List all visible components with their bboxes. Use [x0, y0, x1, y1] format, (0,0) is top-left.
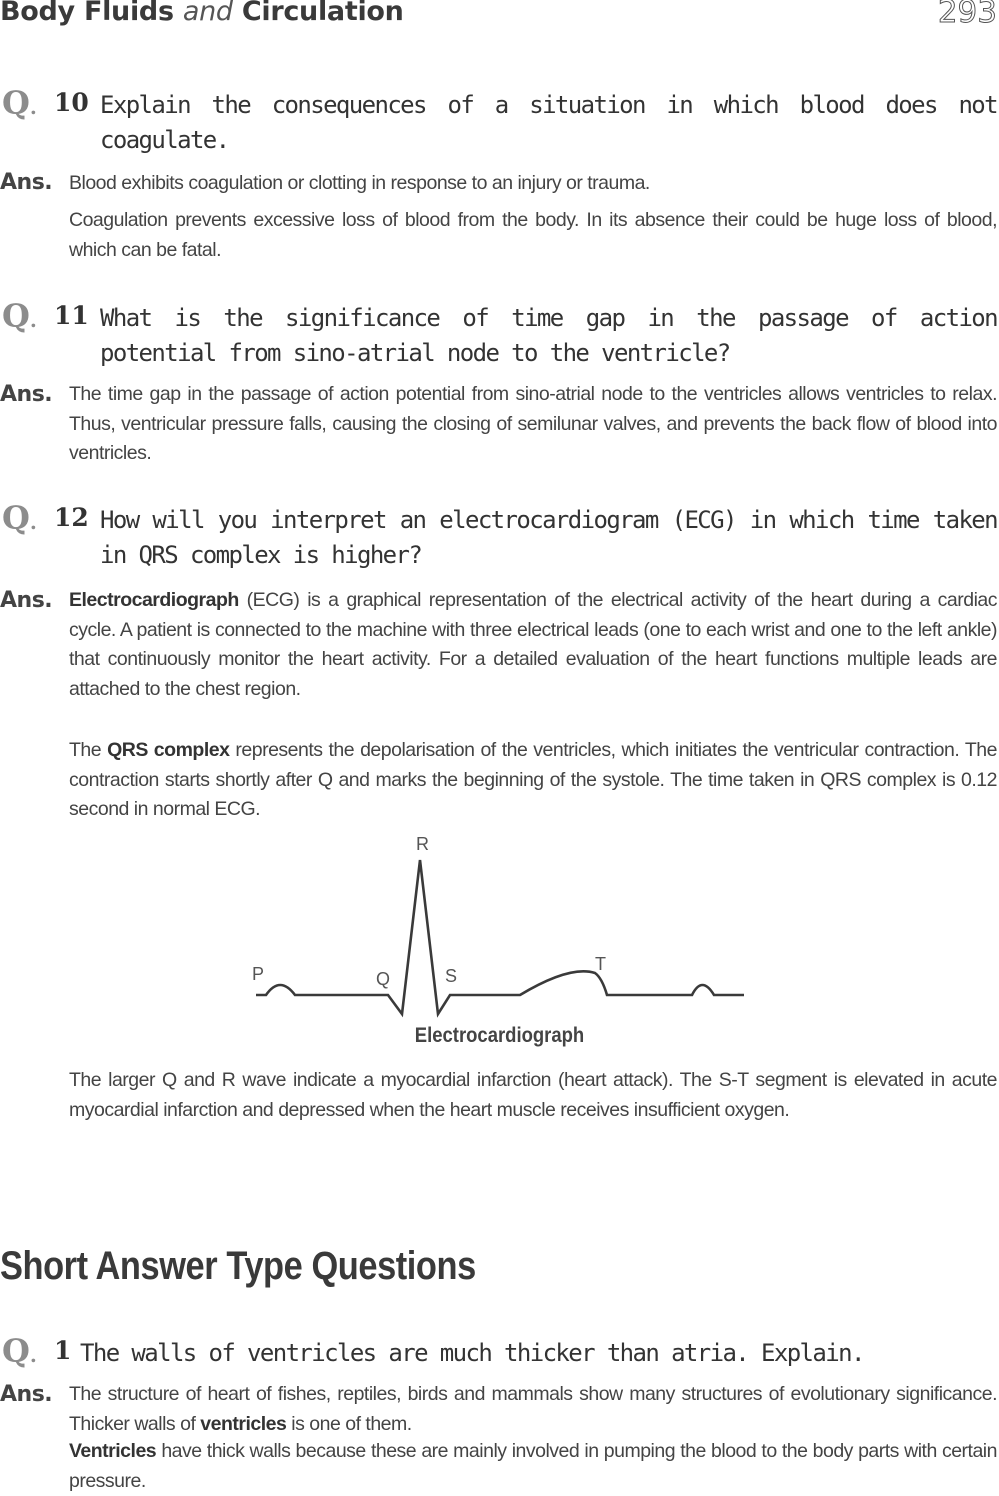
title-part2: Circulation — [241, 0, 404, 27]
question-text: What is the significance of time gap in the passage of action potential from sino-atrial node to the ventricle? — [100, 304, 997, 367]
answer-label: Ans. — [0, 382, 53, 407]
question-marker-icon: Q. — [2, 84, 37, 122]
label-s: S — [445, 966, 458, 986]
term-electrocardiograph: Electrocardiograph — [69, 589, 239, 611]
label-r: R — [416, 834, 429, 854]
question-text: Explain the consequences of a situation in which blood does not coagulate. — [100, 91, 997, 154]
label-t: T — [595, 954, 606, 974]
label-p: P — [252, 964, 265, 984]
answer-label: Ans. — [0, 170, 53, 195]
answer-paragraph: Coagulation prevents excessive loss of blood from the body. In its absence their could be huge loss of blood, which can be fatal. — [69, 209, 997, 261]
answer-paragraph: The time gap in the passage of action potential from sino-atrial node to the ventricles allows ventricles to relax. Thus, ventricular pressure falls, causing the closing of semilunar valves, and prevents the back flow of blood into ventricles. — [69, 383, 997, 464]
answer-paragraph: The QRS complex represents the depolarisation of the ventricles, which initiates the ventricular contraction. The contraction starts shortly after Q and marks the beginning of the systole. The time taken in QRS complex is 0.12 second in normal ECG. — [69, 739, 997, 820]
answer-paragraph: Ventricles have thick walls because these are mainly involved in pumping the blood to the body parts with certain pressure. — [69, 1440, 997, 1492]
question-marker-icon: Q. — [2, 1332, 37, 1370]
question-number: 11 — [54, 301, 89, 330]
answer-paragraph: Electrocardiograph (ECG) is a graphical representation of the electrical activity of the heart during a cardiac cycle. A patient is connected to the machine with three electrical leads (one to each wrist and one to the left ankle) that continuously monitor the heart activity. For a detailed evaluation of the heart functions multiple leads are attached to the chest region. — [69, 589, 997, 700]
answer-label: Ans. — [0, 588, 53, 613]
question-marker-icon: Q. — [2, 499, 37, 537]
answer-paragraph: Blood exhibits coagulation or clotting in response to an injury or trauma. — [69, 172, 650, 194]
title-conjunction: and — [182, 0, 233, 27]
question-number: 1 — [54, 1336, 72, 1365]
page-number: 293 — [937, 0, 997, 30]
figure-caption: Electrocardiograph — [414, 1024, 585, 1047]
question-text: The walls of ventricles are much thicker than atria. Explain. — [80, 1339, 864, 1367]
label-q: Q — [376, 969, 391, 989]
term-qrs-complex: QRS complex — [107, 739, 230, 761]
answer-paragraph: The larger Q and R wave indicate a myocardial infarction (heart attack). The S-T segment is elevated in acute myocardial infarction and depressed when the heart muscle receives insufficient oxygen. — [69, 1069, 997, 1121]
question-marker-icon: Q. — [2, 297, 37, 335]
ecg-trace — [256, 860, 744, 1014]
title-part1: Body Fluids — [0, 0, 174, 27]
question-number: 10 — [54, 88, 89, 117]
answer-paragraph: The structure of heart of fishes, reptiles, birds and mammals show many structures of evolutionary significance. Thicker walls of ventricles is one of them. — [69, 1383, 997, 1435]
answer-label: Ans. — [0, 1382, 53, 1407]
term-ventricles: ventricles — [200, 1412, 287, 1435]
section-title: Short Answer Type Questions — [0, 1244, 476, 1288]
running-head-title — [0, 0, 404, 27]
question-text: How will you interpret an electrocardiogram (ECG) in which time taken in QRS complex is higher? — [100, 506, 997, 569]
term-ventricles: Ventricles — [69, 1440, 157, 1462]
question-number: 12 — [54, 503, 89, 532]
